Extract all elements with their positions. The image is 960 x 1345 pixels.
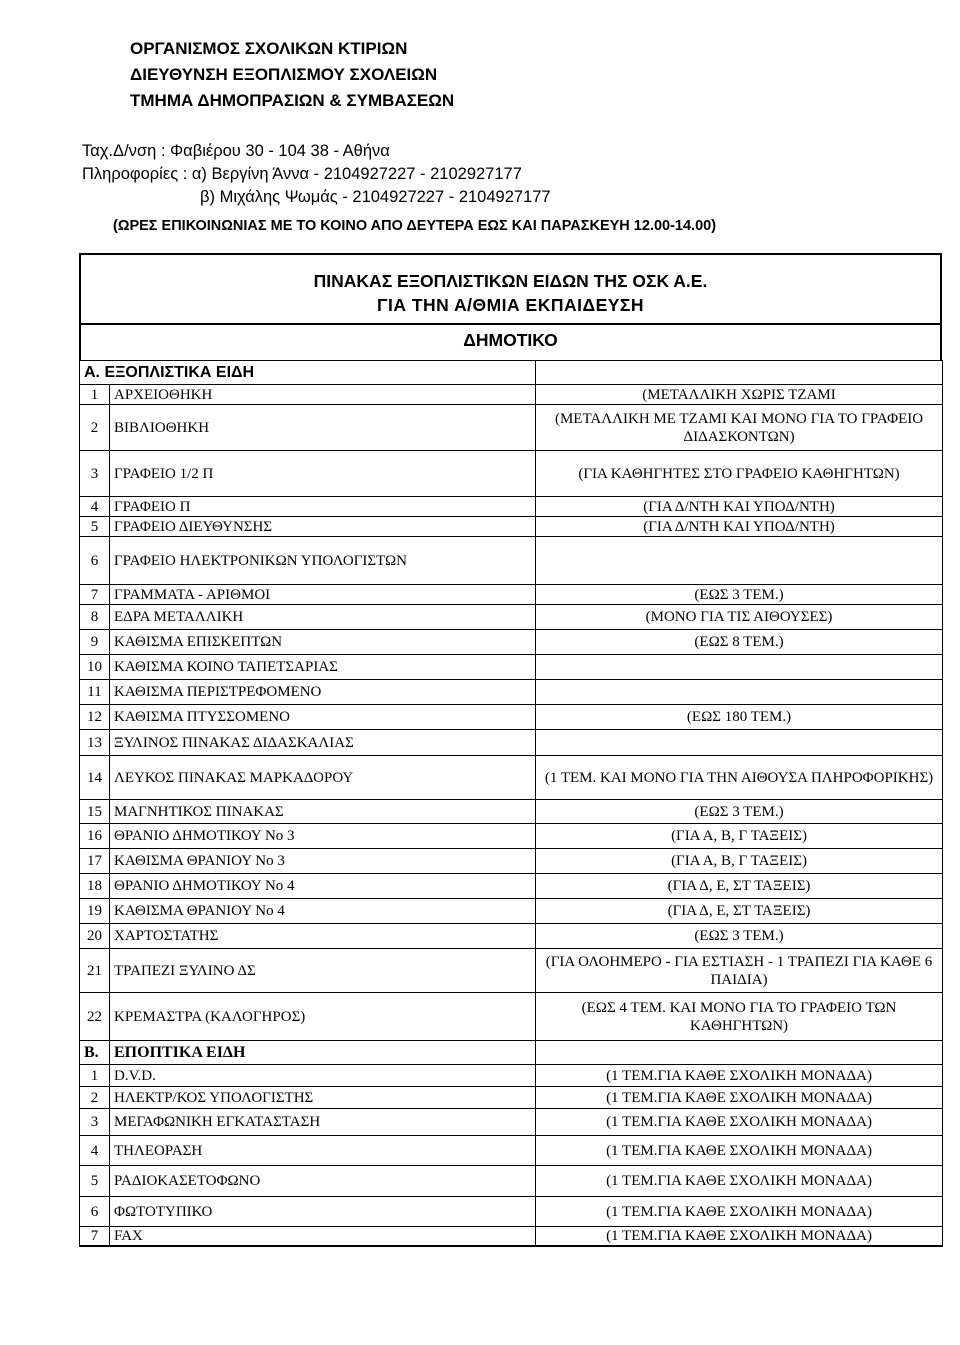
section-b-letter: Β. — [80, 1041, 110, 1065]
table-title-box — [79, 253, 942, 325]
table-row — [80, 1227, 943, 1247]
item-note — [536, 655, 943, 680]
table-row — [80, 385, 943, 405]
table-row — [80, 655, 943, 680]
section-a-label: Α. ΕΞΟΠΛΙΣΤΙΚΑ ΕΙΔΗ — [80, 361, 536, 385]
item-number: 7 — [80, 1227, 110, 1247]
item-number: 14 — [80, 756, 110, 800]
equipment-table — [79, 360, 943, 1247]
item-number: 6 — [80, 537, 110, 585]
item-note — [536, 680, 943, 705]
contact-line-2: β) Μιχάλης Ψωμάς - 2104927227 - 2104927177 — [200, 188, 551, 206]
contact-line-1: Πληροφορίες : α) Βεργίνη Άννα - 2104927227 - 2102927177 — [82, 165, 522, 183]
item-number: 4 — [80, 1136, 110, 1166]
item-number: 12 — [80, 705, 110, 730]
item-note: (1 ΤΕΜ.ΓΙΑ ΚΑΘΕ ΣΧΟΛΙΚΗ ΜΟΝΑΔΑ) — [536, 1109, 943, 1136]
table-subtitle-box — [79, 325, 942, 360]
section-b-header — [80, 1041, 943, 1065]
item-number: 8 — [80, 605, 110, 630]
table-row — [80, 1166, 943, 1197]
item-note: (1 ΤΕΜ. ΚΑΙ ΜΟΝΟ ΓΙΑ ΤΗΝ ΑΙΘΟΥΣΑ ΠΛΗΡΟΦΟΡΙΚΗΣ) — [536, 756, 943, 800]
table-row — [80, 874, 943, 899]
item-number: 22 — [80, 993, 110, 1041]
item-name: ΜΕΓΑΦΩΝΙΚΗ ΕΓΚΑΤΑΣΤΑΣΗ — [110, 1109, 536, 1136]
table-row — [80, 451, 943, 497]
item-note: (ΓΙΑ ΟΛΟΗΜΕΡΟ - ΓΙΑ ΕΣΤΙΑΣΗ - 1 ΤΡΑΠΕΖΙ ΓΙΑ ΚΑΘΕ 6 ΠΑΙΔΙΑ) — [536, 949, 943, 993]
item-name: ΦΩΤΟΤΥΠΙΚΟ — [110, 1197, 536, 1227]
item-number: 6 — [80, 1197, 110, 1227]
item-note: (ΓΙΑ Δ/ΝΤΗ ΚΑΙ ΥΠΟΔ/ΝΤΗ) — [536, 497, 943, 517]
table-row — [80, 585, 943, 605]
item-number: 10 — [80, 655, 110, 680]
table-row — [80, 497, 943, 517]
section-b-label: ΕΠΟΠΤΙΚΑ ΕΙΔΗ — [110, 1041, 536, 1065]
item-name: ΑΡΧΕΙΟΘΗΚΗ — [110, 385, 536, 405]
contact-block — [82, 140, 551, 209]
item-number: 1 — [80, 1065, 110, 1087]
table-subtitle: ΔΗΜΟΤΙΚΟ — [463, 330, 558, 350]
item-number: 11 — [80, 680, 110, 705]
section-b-note-cell — [536, 1041, 943, 1065]
item-name: ΜΑΓΝΗΤΙΚΟΣ ΠΙΝΑΚΑΣ — [110, 800, 536, 824]
item-note: (ΓΙΑ Δ, Ε, ΣΤ ΤΑΞΕΙΣ) — [536, 874, 943, 899]
table-row — [80, 605, 943, 630]
item-note: (ΜΕΤΑΛΛΙΚΗ ΧΩΡΙΣ ΤΖΑΜΙ — [536, 385, 943, 405]
item-note: (ΕΩΣ 3 ΤΕΜ.) — [536, 585, 943, 605]
table-row — [80, 1087, 943, 1109]
item-note — [536, 730, 943, 756]
table-row — [80, 630, 943, 655]
item-number: 3 — [80, 451, 110, 497]
item-number: 18 — [80, 874, 110, 899]
item-name: ΚΑΘΙΣΜΑ ΕΠΙΣΚΕΠΤΩΝ — [110, 630, 536, 655]
item-note: (ΓΙΑ Α, Β, Γ ΤΑΞΕΙΣ) — [536, 849, 943, 874]
table-row — [80, 993, 943, 1041]
item-number: 19 — [80, 899, 110, 924]
item-note: (1 ΤΕΜ.ΓΙΑ ΚΑΘΕ ΣΧΟΛΙΚΗ ΜΟΝΑΔΑ) — [536, 1197, 943, 1227]
item-name: ΚΑΘΙΣΜΑ ΚΟΙΝΟ ΤΑΠΕΤΣΑΡΙΑΣ — [110, 655, 536, 680]
office-hours: (ΩΡΕΣ ΕΠΙΚΟΙΝΩΝΙΑΣ ΜΕ ΤΟ ΚΟΙΝΟ ΑΠΟ ΔΕΥΤΕΡΑ ΕΩΣ ΚΑΙ ΠΑΡΑΣΚΕΥΗ 12.00-14.00) — [113, 218, 717, 234]
item-name: ΕΔΡΑ ΜΕΤΑΛΛΙΚΗ — [110, 605, 536, 630]
item-name: ΓΡΑΜΜΑΤΑ - ΑΡΙΘΜΟΙ — [110, 585, 536, 605]
directorate-name: ΔΙΕΥΘΥΝΣΗ ΕΞΟΠΛΙΣΜΟΥ ΣΧΟΛΕΙΩΝ — [130, 65, 438, 84]
item-name: D.V.D. — [110, 1065, 536, 1087]
item-number: 21 — [80, 949, 110, 993]
item-note: (ΕΩΣ 180 ΤΕΜ.) — [536, 705, 943, 730]
item-number: 4 — [80, 497, 110, 517]
item-name: ΓΡΑΦΕΙΟ ΗΛΕΚΤΡΟΝΙΚΩΝ ΥΠΟΛΟΓΙΣΤΩΝ — [110, 537, 536, 585]
item-name: ΓΡΑΦΕΙΟ Π — [110, 497, 536, 517]
item-name: ΓΡΑΦΕΙΟ ΔΙΕΥΘΥΝΣΗΣ — [110, 517, 536, 537]
item-name: ΛΕΥΚΟΣ ΠΙΝΑΚΑΣ ΜΑΡΚΑΔΟΡΟΥ — [110, 756, 536, 800]
table-row — [80, 1065, 943, 1087]
table-row — [80, 730, 943, 756]
table-row — [80, 537, 943, 585]
org-name: ΟΡΓΑΝΙΣΜΟΣ ΣΧΟΛΙΚΩΝ ΚΤΙΡΙΩΝ — [130, 39, 408, 58]
item-name: ΚΡΕΜΑΣΤΡΑ (ΚΑΛΟΓΗΡΟΣ) — [110, 993, 536, 1041]
item-number: 5 — [80, 517, 110, 537]
department-name: ΤΜΗΜΑ ΔΗΜΟΠΡΑΣΙΩΝ & ΣΥΜΒΑΣΕΩΝ — [130, 91, 455, 110]
item-note: (1 ΤΕΜ.ΓΙΑ ΚΑΘΕ ΣΧΟΛΙΚΗ ΜΟΝΑΔΑ) — [536, 1166, 943, 1197]
item-name: ΗΛΕΚΤΡ/ΚΟΣ ΥΠΟΛΟΓΙΣΤΗΣ — [110, 1087, 536, 1109]
item-note: (ΓΙΑ Δ, Ε, ΣΤ ΤΑΞΕΙΣ) — [536, 899, 943, 924]
item-name: ΚΑΘΙΣΜΑ ΠΤΥΣΣΟΜΕΝΟ — [110, 705, 536, 730]
table-row — [80, 705, 943, 730]
item-note: (1 ΤΕΜ.ΓΙΑ ΚΑΘΕ ΣΧΟΛΙΚΗ ΜΟΝΑΔΑ) — [536, 1065, 943, 1087]
item-note: (ΕΩΣ 3 ΤΕΜ.) — [536, 800, 943, 824]
table-row — [80, 899, 943, 924]
table-row — [80, 680, 943, 705]
table-row — [80, 756, 943, 800]
table-title-line-2: ΓΙΑ ΤΗΝ Α/ΘΜΙΑ ΕΚΠΑΙΔΕΥΣΗ — [376, 295, 645, 315]
item-name: ΡΑΔΙΟΚΑΣΕΤΟΦΩΝΟ — [110, 1166, 536, 1197]
item-note: (ΜΟΝΟ ΓΙΑ ΤΙΣ ΑΙΘΟΥΣΕΣ) — [536, 605, 943, 630]
table-row — [80, 405, 943, 451]
item-note: (ΕΩΣ 8 ΤΕΜ.) — [536, 630, 943, 655]
section-a-header — [80, 361, 943, 385]
item-number: 13 — [80, 730, 110, 756]
table-row — [80, 517, 943, 537]
postal-address: Ταχ.Δ/νση : Φαβιέρου 30 - 104 38 - Αθήνα — [82, 142, 390, 160]
section-a-note-cell — [536, 361, 943, 385]
item-number: 2 — [80, 1087, 110, 1109]
item-number: 16 — [80, 824, 110, 849]
item-number: 20 — [80, 924, 110, 949]
table-row — [80, 949, 943, 993]
item-name: ΘΡΑΝΙΟ ΔΗΜΟΤΙΚΟΥ Νο 4 — [110, 874, 536, 899]
item-note: (ΓΙΑ Α, Β, Γ ΤΑΞΕΙΣ) — [536, 824, 943, 849]
item-name: ΧΑΡΤΟΣΤΑΤΗΣ — [110, 924, 536, 949]
item-number: 7 — [80, 585, 110, 605]
table-row — [80, 824, 943, 849]
item-name: ΓΡΑΦΕΙΟ 1/2 Π — [110, 451, 536, 497]
table-row — [80, 849, 943, 874]
table-title: ΠΙΝΑΚΑΣ ΕΞΟΠΛΙΣΤΙΚΩΝ ΕΙΔΩΝ ΤΗΣ ΟΣΚ Α.Ε. — [313, 271, 708, 291]
table-row — [80, 924, 943, 949]
item-note: (ΓΙΑ ΚΑΘΗΓΗΤΕΣ ΣΤΟ ΓΡΑΦΕΙΟ ΚΑΘΗΓΗΤΩΝ) — [536, 451, 943, 497]
item-name: ΚΑΘΙΣΜΑ ΘΡΑΝΙΟΥ Νο 3 — [110, 849, 536, 874]
item-name: ΘΡΑΝΙΟ ΔΗΜΟΤΙΚΟΥ Νο 3 — [110, 824, 536, 849]
item-note: (ΜΕΤΑΛΛΙΚΗ ΜΕ ΤΖΑΜΙ ΚΑΙ ΜΟΝΟ ΓΙΑ ΤΟ ΓΡΑΦΕΙΟ ΔΙΔΑΣΚΟΝΤΩΝ) — [536, 405, 943, 451]
table-row — [80, 1136, 943, 1166]
item-name: ΞΥΛΙΝΟΣ ΠΙΝΑΚΑΣ ΔΙΔΑΣΚΑΛΙΑΣ — [110, 730, 536, 756]
item-name: FAX — [110, 1227, 536, 1247]
item-number: 2 — [80, 405, 110, 451]
item-name: ΒΙΒΛΙΟΘΗΚΗ — [110, 405, 536, 451]
table-row — [80, 1109, 943, 1136]
item-number: 5 — [80, 1166, 110, 1197]
item-name: ΚΑΘΙΣΜΑ ΘΡΑΝΙΟΥ Νο 4 — [110, 899, 536, 924]
item-name: ΤΗΛΕΟΡΑΣΗ — [110, 1136, 536, 1166]
item-number: 3 — [80, 1109, 110, 1136]
item-note: (1 ΤΕΜ.ΓΙΑ ΚΑΘΕ ΣΧΟΛΙΚΗ ΜΟΝΑΔΑ) — [536, 1227, 943, 1247]
table-row — [80, 1197, 943, 1227]
item-note: (ΓΙΑ Δ/ΝΤΗ ΚΑΙ ΥΠΟΔ/ΝΤΗ) — [536, 517, 943, 537]
item-note — [536, 537, 943, 585]
item-note: (ΕΩΣ 4 ΤΕΜ. ΚΑΙ ΜΟΝΟ ΓΙΑ ΤΟ ΓΡΑΦΕΙΟ ΤΩΝ ΚΑΘΗΓΗΤΩΝ) — [536, 993, 943, 1041]
table-row — [80, 800, 943, 824]
item-number: 15 — [80, 800, 110, 824]
item-number: 17 — [80, 849, 110, 874]
item-note: (1 ΤΕΜ.ΓΙΑ ΚΑΘΕ ΣΧΟΛΙΚΗ ΜΟΝΑΔΑ) — [536, 1136, 943, 1166]
item-note: (1 ΤΕΜ.ΓΙΑ ΚΑΘΕ ΣΧΟΛΙΚΗ ΜΟΝΑΔΑ) — [536, 1087, 943, 1109]
item-note: (ΕΩΣ 3 ΤΕΜ.) — [536, 924, 943, 949]
item-number: 1 — [80, 385, 110, 405]
organization-header — [130, 36, 454, 114]
item-name: ΤΡΑΠΕΖΙ ΞΥΛΙΝΟ ΔΣ — [110, 949, 536, 993]
item-number: 9 — [80, 630, 110, 655]
item-name: ΚΑΘΙΣΜΑ ΠΕΡΙΣΤΡΕΦΟΜΕΝΟ — [110, 680, 536, 705]
